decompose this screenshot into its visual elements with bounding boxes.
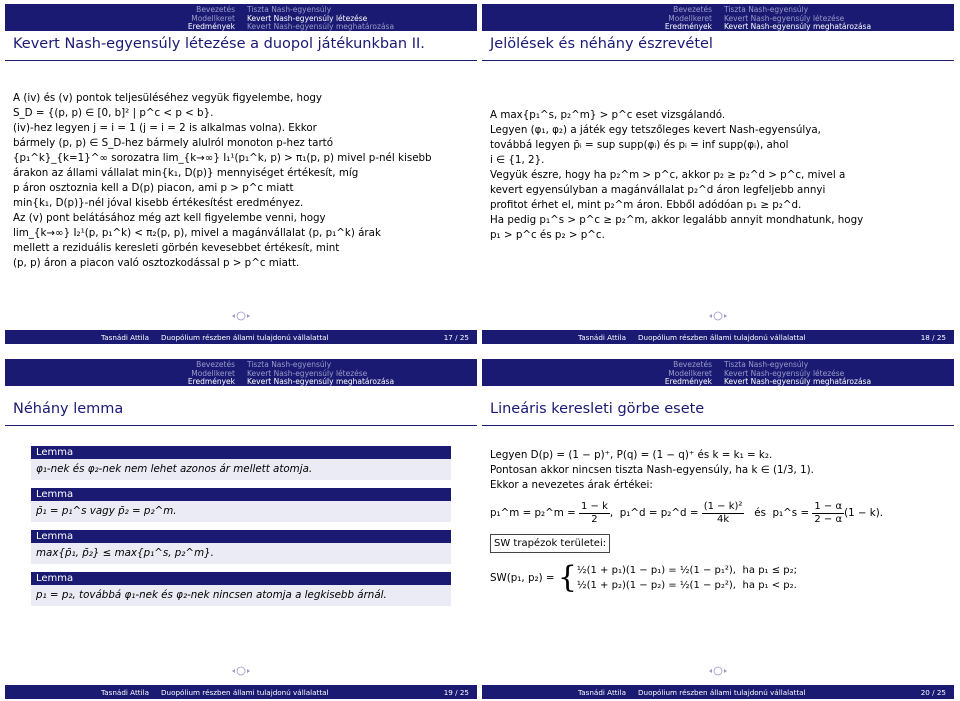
eq-connector: és: [754, 507, 766, 519]
body-line: Vegyük észre, hogy ha p₂^m > p^c, akkor p₂ ≥ p₂^d > p^c, mivel a: [490, 169, 846, 181]
body-line: Az (v) pont belátásához még azt kell figyelembe venni, hogy: [13, 212, 326, 224]
body-line: lim_{k→∞} I₂¹(p, p₁^k) < π₂(p, p), mivel a magánvállalat (p, p₁^k) árak: [13, 227, 381, 239]
nav-subsection-letezese[interactable]: Kevert Nash-egyensúly létezése: [724, 13, 845, 23]
nav-subsection-tiszta[interactable]: Tiszta Nash-egyensúly: [724, 5, 809, 14]
nav-subsection-letezese[interactable]: Kevert Nash-egyensúly létezése: [247, 13, 368, 23]
nav-section-modellkeret[interactable]: Modellkeret: [668, 368, 712, 378]
lemma-block: [31, 572, 451, 606]
body-line: {p₁^k}_{k=1}^∞ sorozatra lim_{k→∞} I₁¹(p₁^k, p) > π₁(p, p) mivel p-nél kisebb: [13, 152, 432, 164]
footer-title: Duopólium részben állami tulajdonú vállalattal: [161, 332, 329, 342]
slide-footer: [5, 330, 477, 344]
frac-denominator: 2 − α: [814, 514, 843, 525]
lemma-text: p̄₁ = p₁^s vagy p̄₂ = p₂^m.: [31, 501, 451, 522]
slide-18: [482, 4, 954, 344]
nav-header: [482, 359, 954, 386]
nav-subsection-tiszta[interactable]: Tiszta Nash-egyensúly: [247, 5, 332, 14]
eq-social-fraction: [812, 501, 844, 526]
frac-numerator: 1 − α: [814, 501, 843, 512]
slide-footer: [5, 685, 477, 699]
frac-denominator: 4k: [717, 514, 730, 525]
sw-cond-1: ha p₁ ≤ p₂;: [742, 565, 798, 576]
lemma-label: Lemma: [31, 488, 451, 501]
eq-monopoly-fraction: [579, 501, 610, 526]
lemma-block: [31, 530, 451, 564]
footer-title: Duopólium részben állami tulajdonú vállalattal: [638, 332, 806, 342]
footer-title: Duopólium részben állami tulajdonú vállalattal: [161, 687, 329, 697]
sw-equation: [490, 560, 946, 595]
lemma-text: p₁ = p₂, továbbá φ₁-nek és φ₂-nek nincsen atomja a legkisebb árnál.: [31, 585, 451, 606]
slide-footer: [482, 685, 954, 699]
lemma-label: Lemma: [31, 572, 451, 585]
nav-section-bevezetes[interactable]: Bevezetés: [673, 5, 712, 14]
sw-label-row: [490, 534, 946, 553]
nav-header: [5, 359, 477, 386]
lemma-text: max{p̄₁, p̄₂} ≤ max{p₁^s, p₂^m}.: [31, 543, 451, 564]
beamer-nav-symbols-icon[interactable]: [229, 310, 253, 324]
slide-title: Kevert Nash-egyensúly létezése a duopol játékunkban II.: [5, 31, 477, 61]
body-line: Ekkor a nevezetes árak értékei:: [490, 479, 653, 491]
footer-author: Tasnádi Attila: [101, 687, 149, 697]
sw-case-1: ½(1 + p₁)(1 − p₁) = ½(1 − p₁²),: [576, 565, 736, 576]
footer-author: Tasnádi Attila: [101, 332, 149, 342]
body-line: Legyen D(p) = (1 − p)⁺, P(q) = (1 − q)⁺ és k = k₁ = k₂.: [490, 449, 773, 461]
nav-section-modellkeret[interactable]: Modellkeret: [668, 13, 712, 23]
slide-17: [5, 4, 477, 344]
nav-section-bevezetes[interactable]: Bevezetés: [196, 5, 235, 14]
sw-case-2: ½(1 + p₂)(1 − p₂) = ½(1 − p₂²),: [576, 580, 736, 591]
body-line: i ∈ {1, 2}.: [490, 154, 545, 166]
nav-section-eredmenyek[interactable]: Eredmények: [187, 22, 235, 32]
lemma-list: [5, 446, 477, 606]
eq-social-lhs: p₁^s =: [772, 507, 810, 519]
body-line: p áron osztoznia kell a D(p) piacon, ami p > p^c miatt: [13, 182, 294, 194]
lemma-label: Lemma: [31, 446, 451, 459]
nav-subsection-meghatarozasa[interactable]: Kevert Nash-egyensúly meghatározása: [724, 22, 872, 32]
footer-title: Duopólium részben állami tulajdonú vállalattal: [638, 687, 806, 697]
price-equations: p₁^m = p₂^m = $\frac{1 - k}{2}$ , p₁^d = p₂^d = $\frac{\text{(1 − k)²}}{4k}$ és p₁^s = $\frac{1 - \alpha}{2 - \alpha}$ (1 − k).: [490, 501, 884, 525]
sw-label: SW trapézok területei:: [490, 534, 610, 553]
slide-body: [482, 448, 954, 593]
frac-numerator: (1 − k)²: [703, 501, 743, 512]
body-line: A max{p₁^s, p₂^m} > p^c eset vizsgálandó.: [490, 109, 726, 121]
body-line: A (iv) és (v) pontok teljesüléséhez vegyük figyelembe, hogy: [13, 92, 323, 104]
body-line: profitot érhet el, mint p₂^m áron. Ebből adódóan p₁ ≥ p₂^d.: [490, 199, 802, 211]
slide-title: Néhány lemma: [5, 396, 477, 426]
nav-subsection-tiszta[interactable]: Tiszta Nash-egyensúly: [247, 360, 332, 369]
beamer-nav-symbols-icon[interactable]: [706, 665, 730, 679]
nav-subsection-meghatarozasa[interactable]: Kevert Nash-egyensúly meghatározása: [724, 377, 872, 387]
body-line: kevert egyensúlyban a magánvállalat p₂^d áron legfeljebb annyi: [490, 184, 826, 196]
lemma-block: [31, 446, 451, 480]
eq-monopoly-lhs: p₁^m = p₂^m =: [490, 507, 576, 519]
sw-conditions: [743, 563, 797, 593]
sw-cases: [577, 563, 736, 593]
nav-section-eredmenyek[interactable]: Eredmények: [664, 22, 712, 32]
nav-section-eredmenyek[interactable]: Eredmények: [664, 377, 712, 387]
nav-header: [5, 4, 477, 31]
lemma-block: [31, 488, 451, 522]
footer-page: 19 / 25: [443, 687, 469, 697]
left-brace-icon: {: [557, 560, 577, 595]
frac-denominator: 2: [591, 514, 598, 525]
nav-subsection-meghatarozasa[interactable]: Kevert Nash-egyensúly meghatározása: [247, 22, 395, 32]
sw-cond-2: ha p₁ < p₂.: [742, 580, 797, 591]
slide-body: [482, 108, 954, 243]
body-line: S_D = {(p, p) ∈ [0, b]² | p^c < p < b}.: [13, 107, 214, 119]
body-line: (iv)-hez legyen j = i = 1 (j = i = 2 is alkalmas volna). Ekkor: [13, 122, 317, 134]
nav-section-modellkeret[interactable]: Modellkeret: [191, 368, 235, 378]
beamer-nav-symbols-icon[interactable]: [706, 310, 730, 324]
slide-title: Jelölések és néhány észrevétel: [482, 31, 954, 61]
body-line: Pontosan akkor nincsen tiszta Nash-egyensúly, ha k ∈ (1/3, 1).: [490, 464, 814, 476]
footer-author: Tasnádi Attila: [578, 687, 626, 697]
nav-section-bevezetes[interactable]: Bevezetés: [196, 360, 235, 369]
body-line: Ha pedig p₁^s > p^c ≥ p₂^m, akkor legalább annyit mondhatunk, hogy: [490, 214, 864, 226]
footer-author: Tasnádi Attila: [578, 332, 626, 342]
nav-subsection-meghatarozasa[interactable]: Kevert Nash-egyensúly meghatározása: [247, 377, 395, 387]
body-line: p₁ > p^c és p₂ > p^c.: [490, 229, 605, 241]
nav-subsection-letezese[interactable]: Kevert Nash-egyensúly létezése: [247, 368, 368, 378]
frac-numerator: 1 − k: [581, 501, 608, 512]
body-line: árakon az állami vállalat min{k₁, D(p)} mennyiséget értékesít, míg: [13, 167, 359, 179]
slide-title: Lineáris keresleti görbe esete: [482, 396, 954, 426]
body-line: Legyen (φ₁, φ₂) a játék egy tetszőleges kevert Nash-egyensúlya,: [490, 124, 821, 136]
nav-subsection-letezese[interactable]: Kevert Nash-egyensúly létezése: [724, 368, 845, 378]
eq-duopoly-lhs: p₁^d = p₂^d =: [619, 507, 699, 519]
footer-page: 18 / 25: [920, 332, 946, 342]
eq-duopoly-fraction: [702, 501, 745, 526]
slide-19: [5, 359, 477, 699]
footer-page: 20 / 25: [920, 687, 946, 697]
slide-footer: [482, 330, 954, 344]
body-line: bármely (p, p) ∈ S_D-hez bármely alulról monoton p-hez tartó: [13, 137, 334, 149]
nav-section-bevezetes[interactable]: Bevezetés: [673, 360, 712, 369]
footer-page: 17 / 25: [443, 332, 469, 342]
lemma-text: φ₁-nek és φ₂-nek nem lehet azonos ár mellett atomja.: [31, 459, 451, 480]
beamer-nav-symbols-icon[interactable]: [229, 665, 253, 679]
nav-subsection-tiszta[interactable]: Tiszta Nash-egyensúly: [724, 360, 809, 369]
body-line: mellett a reziduális keresleti görbén kevesebbet értékesít, mint: [13, 242, 340, 254]
eq-social-tail: (1 − k).: [844, 507, 884, 519]
body-line: továbbá legyen p̄ᵢ = sup supp(φᵢ) és pᵢ = inf supp(φᵢ), ahol: [490, 139, 789, 151]
lemma-label: Lemma: [31, 530, 451, 543]
nav-section-eredmenyek[interactable]: Eredmények: [187, 377, 235, 387]
slide-body: [5, 91, 477, 271]
sw-lhs: SW(p₁, p₂) =: [490, 571, 555, 584]
slide-20: [482, 359, 954, 699]
body-line: (p, p) áron a piacon való osztozkodással p > p^c miatt.: [13, 257, 300, 269]
nav-header: [482, 4, 954, 31]
body-line: min{k₁, D(p)}-nél jóval kisebb értékesítést eredményez.: [13, 197, 304, 209]
nav-section-modellkeret[interactable]: Modellkeret: [191, 13, 235, 23]
